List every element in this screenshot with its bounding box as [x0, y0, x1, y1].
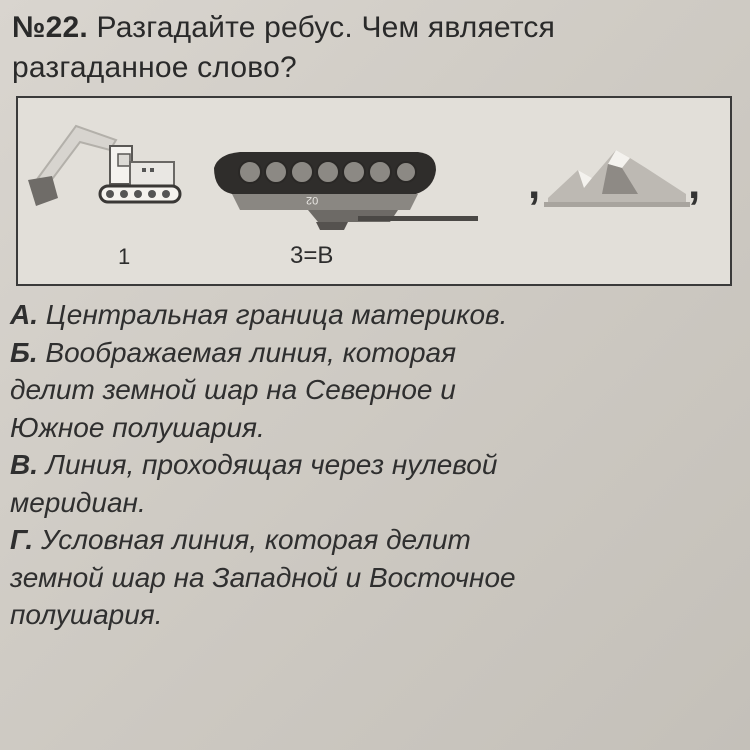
question-line-2: разгаданное слово?	[12, 51, 297, 84]
answer-options	[10, 296, 740, 634]
option-letter: Г.	[10, 524, 34, 555]
option-text: делит земной шар на Северное и	[10, 374, 456, 405]
option-text: Воображаемая линия, которая	[45, 336, 457, 368]
option-text: Условная линия, которая делит	[40, 524, 471, 555]
rebus-box	[16, 96, 732, 286]
option-letter: Б.	[10, 336, 38, 368]
option-text: Линия, проходящая через нулевой	[45, 449, 498, 480]
tank-number: 02	[306, 194, 319, 206]
option-text: меридиан.	[10, 486, 146, 518]
option-letter: А.	[10, 299, 38, 330]
option-g	[10, 521, 740, 559]
excavator-label: 1	[118, 244, 131, 269]
rebus-comma-right: ,	[688, 159, 701, 208]
rebus-comma-left: ,	[528, 159, 541, 208]
question-line-1	[12, 8, 732, 48]
task-number: №22.	[12, 11, 88, 44]
option-b	[10, 334, 740, 372]
option-text: Центральная граница материков.	[45, 299, 508, 330]
option-text: Южное полушария.	[10, 411, 265, 443]
option-text: полушария.	[10, 599, 163, 630]
tank-icon	[214, 152, 478, 230]
question-text-1: Разгадайте ребус. Чем является	[96, 11, 556, 44]
task-title	[12, 8, 732, 88]
mountain-icon	[544, 150, 690, 207]
option-a	[10, 296, 740, 334]
option-text: земной шар на Западной и Восточное	[10, 561, 516, 593]
option-letter: В.	[10, 449, 38, 480]
tank-label: 3=В	[290, 242, 334, 269]
option-v	[10, 446, 740, 484]
excavator-icon	[28, 126, 180, 206]
